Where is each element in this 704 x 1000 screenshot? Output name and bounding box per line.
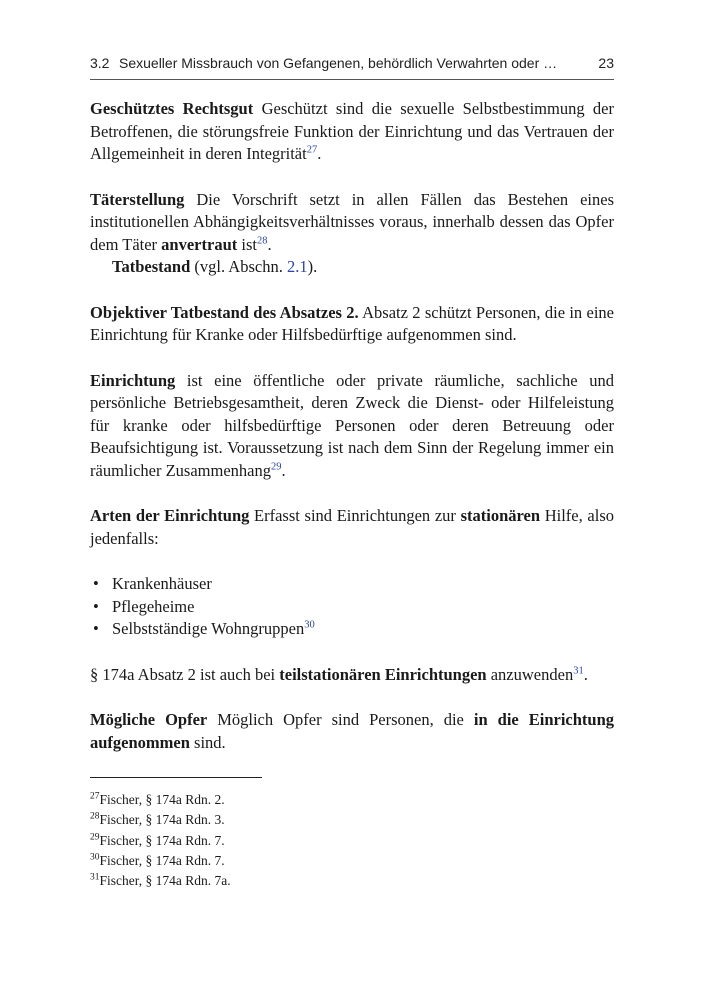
footnote-number: 29 <box>90 832 100 843</box>
paragraph-tatbestand <box>90 256 614 279</box>
paragraph-heading: Mögliche Opfer <box>90 710 208 729</box>
footnote-number: 28 <box>90 811 100 822</box>
footnote-text: Fischer, § 174a Rdn. 2. <box>99 792 225 807</box>
footnote-divider <box>90 777 262 778</box>
section-link[interactable]: 2.1 <box>286 257 308 276</box>
bullet-icon: • <box>93 574 99 593</box>
footnote-number: 31 <box>90 872 100 883</box>
paragraph-einrichtung <box>90 370 614 483</box>
paragraph-text: Absatz 2 schützt Personen, die in eine Einrichtung für Kranke oder Hilfsbedürftige aufgenommen sind. <box>90 302 614 344</box>
paragraph-text: Möglich Opfer sind Personen, die <box>207 710 474 729</box>
list-item-label: Pflegeheime <box>112 596 195 616</box>
punctuation: . <box>267 234 272 254</box>
paragraph-text: ist eine öffentliche oder private räumliche, sachliche und persönliche Betriebsgesamtheit, deren Zweck die Dienst- oder Hilfeleistung für kranke oder hilfsbedürftige Personen oder deren Betreuung oder Beaufsichtigung ist. Voraussetzung ist nach dem Sinn der Regelung immer ein räumlicher Zusammenhang <box>90 370 614 480</box>
bullet-icon: • <box>93 596 99 616</box>
footnote-text: Fischer, § 174a Rdn. 7. <box>99 832 225 848</box>
footnote-text: Fischer, § 174a Rdn. 7a. <box>99 873 231 889</box>
paragraph-rechtsgut <box>90 98 614 166</box>
punctuation: . <box>317 144 322 163</box>
paragraph-text: sind. <box>189 732 226 752</box>
footnotes <box>90 790 614 891</box>
emphasis: anvertraut <box>161 234 238 254</box>
paragraph-text: Geschützt sind die sexuelle Selbstbestimmung der Betroffenen, die störungsfreie Funktion der Einrichtung und das Vertrauen der Allgemeinheit in deren Integrität <box>90 99 614 163</box>
punctuation: . <box>281 460 286 480</box>
emphasis: stationären <box>460 506 541 525</box>
chapter-title: Sexueller Missbrauch von Gefangenen, behördlich Verwahrten oder … <box>119 55 558 71</box>
footnote <box>90 790 614 810</box>
emphasis: in die Einrichtung aufgenommen <box>90 710 615 752</box>
paragraph-heading: Täterstellung <box>90 189 185 209</box>
footnote-ref-27[interactable]: 27 <box>306 144 318 156</box>
footnote-ref-28[interactable]: 28 <box>256 235 268 246</box>
paragraph-heading: Geschütztes Rechtsgut <box>90 99 254 118</box>
paragraph-heading: Arten der Einrichtung <box>90 506 250 525</box>
paragraph-teilstationaer <box>90 664 614 687</box>
paragraph-text: ist <box>237 234 257 254</box>
list-item <box>90 596 614 619</box>
footnote-text: Fischer, § 174a Rdn. 7. <box>99 852 225 868</box>
paragraph-text: Hilfe, also jedenfalls: <box>90 506 614 548</box>
paragraph-arten <box>90 505 614 550</box>
footnote <box>90 831 614 851</box>
footnote <box>90 871 614 891</box>
paragraph-text: Die Vorschrift setzt in allen Fällen das Bestehen eines institutionellen Abhängigkeitsverhältnisses voraus, innerhalb dessen das Opfer dem Täter <box>90 189 614 254</box>
list-item <box>90 573 614 596</box>
bullet-icon: • <box>93 619 99 638</box>
footnote-number: 27 <box>90 791 100 802</box>
footnote <box>90 851 614 871</box>
list-item-label: Krankenhäuser <box>112 574 212 593</box>
paragraph-text: (vgl. Abschn. <box>190 257 287 276</box>
paragraph-objektiver-tatbestand <box>90 302 614 347</box>
paragraph-heading: Objektiver Tatbestand des Absatzes 2. <box>90 302 359 322</box>
paragraph-text: anzuwenden <box>486 664 574 684</box>
page-number: 23 <box>598 55 614 71</box>
running-head <box>90 55 614 77</box>
paragraph-taeterstellung <box>90 189 614 257</box>
main-text <box>90 98 614 777</box>
footnote-ref-31[interactable]: 31 <box>573 665 584 676</box>
section-number: 3.2 <box>90 55 110 71</box>
footnote-ref-29[interactable]: 29 <box>270 461 282 472</box>
list-item-label: Selbstständige Wohngruppen <box>112 619 305 638</box>
header-divider <box>90 79 614 80</box>
list-item <box>90 618 614 641</box>
paragraph-text: § 174a Absatz 2 ist auch bei <box>90 664 280 684</box>
footnote-number: 30 <box>90 852 100 863</box>
paragraph-heading: Einrichtung <box>90 370 176 390</box>
punctuation: . <box>583 664 588 684</box>
emphasis: teilstationären Einrichtungen <box>279 664 487 684</box>
paragraph-moegliche-opfer <box>90 709 614 754</box>
paragraph-heading: Tatbestand <box>112 257 191 276</box>
footnote <box>90 810 614 830</box>
footnote-text: Fischer, § 174a Rdn. 3. <box>99 812 225 828</box>
footnote-ref-30[interactable]: 30 <box>304 619 315 631</box>
paragraph-text: Erfasst sind Einrichtungen zur <box>249 506 461 525</box>
punctuation: ). <box>307 257 318 276</box>
bullet-list <box>90 573 614 641</box>
